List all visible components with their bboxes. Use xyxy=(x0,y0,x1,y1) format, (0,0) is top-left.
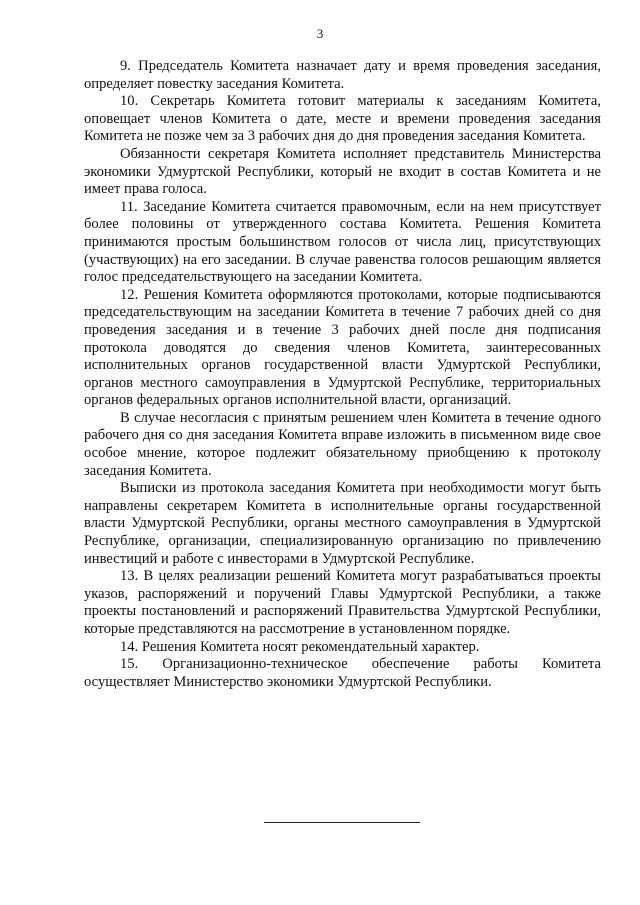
page-number: 3 xyxy=(316,26,324,41)
paragraph-item-10: 10. Секретарь Комитета готовит материалы к заседаниям Комитета, оповещает членов Комитета о дате, месте и времени проведения заседания Комитета не позже чем за 3 рабочих дня до дня проведения заседания Комитета. xyxy=(84,93,601,145)
paragraph-item-13: 13. В целях реализации решений Комитета могут разрабатываться проекты указов, распоряжений и поручений Главы Удмуртской Республики, а также проекты постановлений и распоряжений Правительства Удмуртской Республики, которые представляются на рассмотрение в установленном порядке. xyxy=(84,568,601,637)
paragraph-item-12: 12. Решения Комитета оформляются протоколами, которые подписываются председательствующим на заседании Комитета в течение 7 рабочих дней со дня проведения заседания и в течение 3 рабочих дней после дня подписания протокола доводятся до сведения членов Комитета, заинтересованных исполнительных органов государственной власти Удмуртской Республики, органов местного самоуправления в Удмуртской Республике, территориальных органов федеральных органов исполнительной власти, организаций. xyxy=(84,286,601,409)
paragraph-dissent: В случае несогласия с принятым решением член Комитета в течение одного рабочего дня со дня заседания Комитета вправе изложить в письменном виде свое особое мнение, которое подлежит обязательному приобщению к протоколу заседания Комитета. xyxy=(84,409,601,479)
paragraph-item-15: 15. Организационно-техническое обеспечение работы Комитета осуществляет Министерство экономики Удмуртской Республики. xyxy=(84,656,601,690)
paragraph-item-14: 14. Решения Комитета носят рекомендательный характер. xyxy=(120,638,480,655)
document-body xyxy=(84,58,601,691)
paragraph-secretary-duties: Обязанности секретаря Комитета исполняет представитель Министерства экономики Удмуртской Республики, который не входит в состав Комитета и не имеет права голоса. xyxy=(84,145,601,198)
end-divider xyxy=(264,822,420,823)
paragraph-item-11: 11. Заседание Комитета считается правомочным, если на нем присутствует более половины от утвержденного состава Комитета. Решения Комитета принимаются простым большинством голосов от числа лиц, присутствующих (участвующих) на его заседании. В случае равенства голосов решающим является голос председательствующего на заседании Комитета. xyxy=(84,198,601,286)
paragraph-extracts: Выписки из протокола заседания Комитета при необходимости могут быть направлены секретарем Комитета в исполнительные органы государственной власти Удмуртской Республики, органы местного самоуправления в Удмуртской Республике, организации, специализированную организацию по привлечению инвестиций и работе с инвесторами в Удмуртской Республике. xyxy=(84,480,601,567)
paragraph-item-9: 9. Председатель Комитета назначает дату и время проведения заседания, определяет повестку заседания Комитета. xyxy=(84,58,601,92)
